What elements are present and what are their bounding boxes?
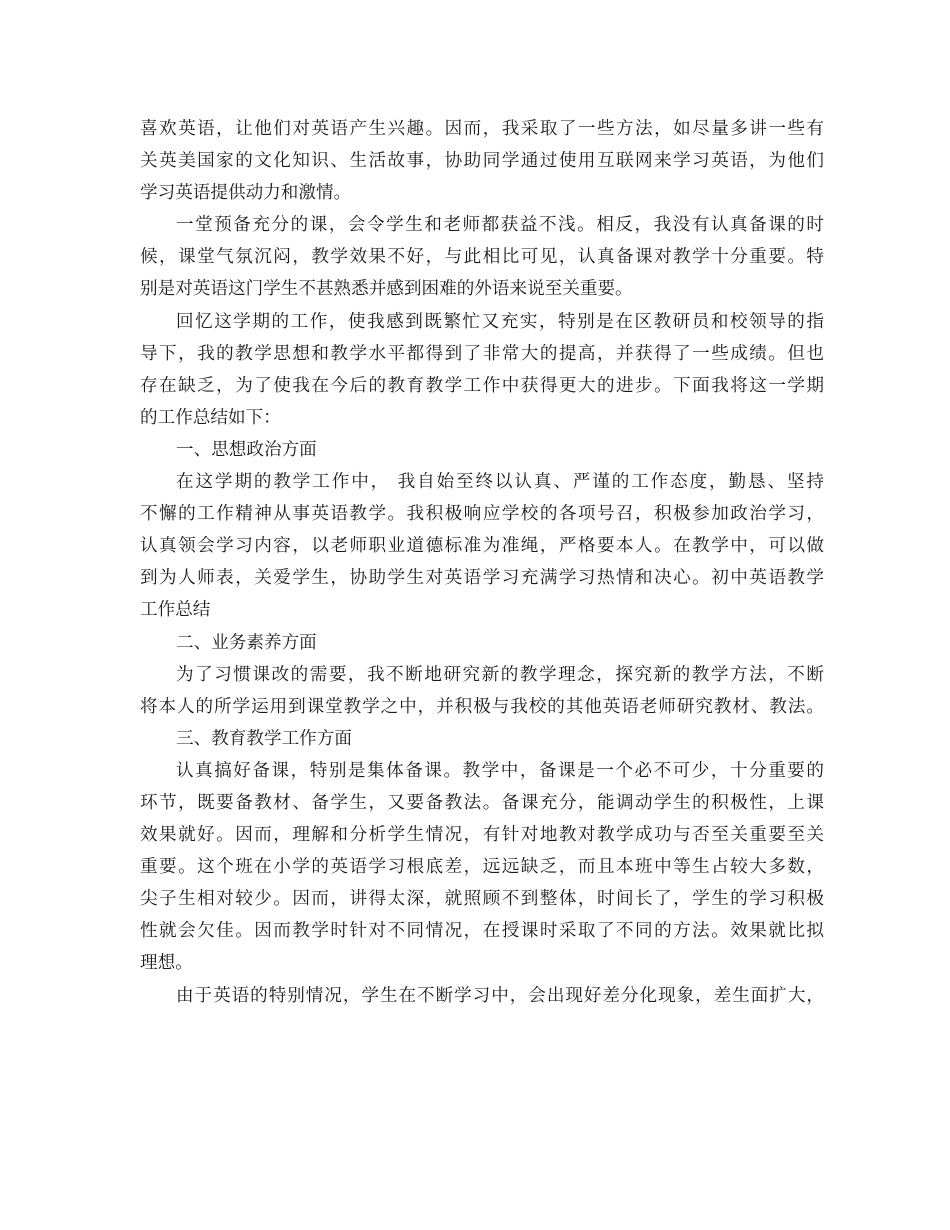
text-line: 一、思想政治方面 <box>176 439 317 460</box>
text-line: 到为人师表，关爱学生，协助学生对英语学习充满学习热情和决心。初中英语教学 <box>140 568 824 589</box>
text-line: 由于英语的特别情况，学生在不断学习中，会出现好差分化现象，差生面扩大， <box>176 985 824 1006</box>
text-line: 性就会欠佳。因而教学时针对不同情况，在授课时采取了不同的方法。效果就比拟 <box>140 921 824 942</box>
text-line: 导下，我的教学思想和教学水平都得到了非常大的提高，并获得了一些成绩。但也 <box>140 343 824 364</box>
text-line: 效果就好。因而，理解和分析学生情况，有针对地教对教学成功与否至关重要至关 <box>140 825 824 846</box>
text-line: 为了习惯课改的需要，我不断地研究新的教学理念，探究新的教学方法，不断 <box>176 664 824 685</box>
document-body <box>140 113 824 1012</box>
text-line: 环节，既要备教材、备学生，又要备教法。备课充分，能调动学生的积极性，上课 <box>140 792 824 813</box>
text-line: 认真领会学习内容，以老师职业道德标准为准绳，严格要本人。在教学中，可以做 <box>140 536 824 557</box>
text-line: 回忆这学期的工作，使我感到既繁忙又充实，特别是在区教研员和校领导的指 <box>176 311 824 332</box>
text-line: 别是对英语这门学生不甚熟悉并感到困难的外语来说至关重要。 <box>140 279 633 300</box>
text-line: 尖子生相对较少。因而，讲得太深，就照顾不到整体，时间长了，学生的学习积极 <box>140 889 824 910</box>
text-line: 三、教育教学工作方面 <box>176 728 352 749</box>
text-line: 认真搞好备课，特别是集体备课。教学中，备课是一个必不可少，十分重要的 <box>176 760 824 781</box>
text-line: 一堂预备充分的课，会令学生和老师都获益不浅。相反，我没有认真备课的时 <box>176 215 824 236</box>
text-line: 喜欢英语，让他们对英语产生兴趣。因而，我采取了一些方法，如尽量多讲一些有 <box>140 119 824 139</box>
text-line: 在这学期的教学工作中， 我自始至终以认真、严谨的工作态度，勤恳、坚持 <box>176 472 824 493</box>
text-line: 二、业务素养方面 <box>176 632 317 653</box>
text-line: 将本人的所学运用到课堂教学之中，并积极与我校的其他英语老师研究教材、教法。 <box>140 696 824 717</box>
text-line: 存在缺乏，为了使我在今后的教育教学工作中获得更大的进步。下面我将这一学期 <box>140 375 824 396</box>
text-line: 不懈的工作精神从事英语教学。我积极响应学校的各项号召，积极参加政治学习， <box>140 504 824 525</box>
text-line: 理想。 <box>140 953 193 974</box>
text-line: 关英美国家的文化知识、生活故事，协助同学通过使用互联网来学习英语，为他们 <box>140 151 824 172</box>
text-line: 工作总结 <box>140 600 211 621</box>
text-line: 的工作总结如下： <box>140 407 281 428</box>
text-line: 重要。这个班在小学的英语学习根底差，远远缺乏，而且本班中等生占较大多数， <box>140 857 824 878</box>
text-line: 学习英语提供动力和激情。 <box>140 183 352 204</box>
text-line: 候，课堂气氛沉闷，教学效果不好，与此相比可见，认真备课对教学十分重要。特 <box>140 247 824 268</box>
